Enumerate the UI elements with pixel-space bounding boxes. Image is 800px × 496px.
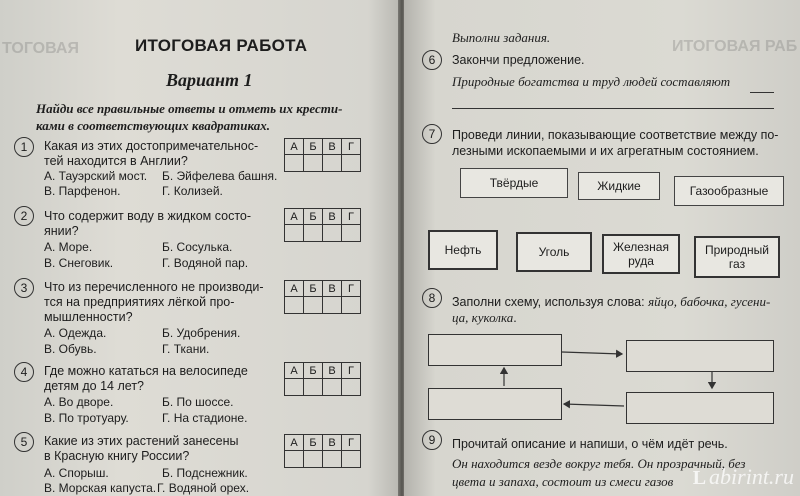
watermark-text: abirint.ru [709,464,794,489]
answer-cell[interactable] [342,155,361,172]
answer-cell[interactable] [304,451,323,468]
answer-cell[interactable] [323,155,342,172]
question-number-6: 6 [422,50,442,70]
option-2b: Б. Сосулька. [162,240,233,254]
scheme-arrows [404,0,800,496]
grid-letter-d: Г [342,435,361,451]
instruction-line-2: ками в соответствующих квадратиках. [36,118,270,133]
question-7-line-2: лезными ископаемыми и их агрегатным состоянием. [452,144,759,158]
grid-letter-b: Б [304,363,323,379]
grid-letter-a: А [285,435,304,451]
answer-grid-4 [284,362,361,396]
question-1-line-2: тей находится в Англии? [44,154,188,168]
instruction-line-1: Найди все правильные ответы и отметь их крести- [36,101,343,116]
question-number-5: 5 [14,432,34,452]
arrow-left [564,404,624,406]
bleed-through-text: ТОГОВАЯ [2,40,79,57]
option-1d: Г. Колизей. [162,184,223,198]
variant-heading: Вариант 1 [166,70,253,90]
option-4a: А. Во дворе. [44,395,114,409]
mineral-oil-box[interactable]: Нефть [428,230,498,270]
grid-letter-d: Г [342,281,361,297]
option-2a: А. Море. [44,240,93,254]
mineral-coal-box[interactable]: Уголь [516,232,592,272]
question-number-9: 9 [422,430,442,450]
state-gas-box[interactable]: Газообразные [674,176,784,206]
instructions-heading: Выполни задания. [452,30,551,45]
answer-cell[interactable] [323,379,342,396]
grid-letter-c: В [323,209,342,225]
state-solid-box[interactable]: Твёрдые [460,168,568,198]
question-6-text: Закончи предложение. [452,53,585,67]
question-9-text: Прочитай описание и напиши, о чём идёт речь. [452,437,728,451]
option-5c: В. Морская капуста. [44,481,157,495]
question-number-4: 4 [14,362,34,382]
question-5-line-1: Какие из этих растений занесены [44,434,239,448]
question-4-line-1: Где можно кататься на велосипеде [44,364,248,378]
question-2-line-2: янии? [44,224,79,238]
question-6-sentence: Природные богатства и труд людей составляют [452,74,731,89]
question-4-line-2: детям до 14 лет? [44,379,144,393]
option-1a: А. Тауэрский мост. [44,169,148,183]
option-3a: А. Одежда. [44,326,107,340]
question-2-line-1: Что содержит воду в жидком состо- [44,209,252,223]
grid-letter-a: А [285,139,304,155]
answer-cell[interactable] [323,451,342,468]
option-5d: Г. Водяной орех. [157,481,250,495]
question-number-7: 7 [422,124,442,144]
question-3-line-1: Что из перечисленного не производи- [44,280,264,294]
mineral-natural-gas-box[interactable]: Природный газ [694,236,780,278]
option-2c: В. Снеговик. [44,256,114,270]
answer-cell[interactable] [285,379,304,396]
answer-cell[interactable] [342,379,361,396]
grid-letter-c: В [323,139,342,155]
option-1b: Б. Эйфелева башня. [162,169,278,183]
option-4b: Б. По шоссе. [162,395,234,409]
grid-letter-b: Б [304,139,323,155]
option-2d: Г. Водяной пар. [162,256,249,270]
answer-cell[interactable] [285,451,304,468]
answer-cell[interactable] [285,297,304,314]
option-4d: Г. На стадионе. [162,411,248,425]
option-5b: Б. Подснежник. [162,466,248,480]
answer-cell[interactable] [342,225,361,242]
question-number-8: 8 [422,288,442,308]
option-4c: В. По тротуару. [44,411,129,425]
page-title: ИТОГОВАЯ РАБОТА [135,36,308,55]
question-3-line-2: тся на предприятиях лёгкой про- [44,295,235,309]
question-9-description-1: Он находится везде вокруг тебя. Он прозрачный, без [452,456,746,471]
grid-letter-a: А [285,209,304,225]
answer-cell[interactable] [323,297,342,314]
question-9-description-2: цвета и запаха, состоит из смеси газов [452,474,674,489]
question-8-text: Заполни схему, используя слова: [452,295,649,309]
answer-cell[interactable] [285,225,304,242]
answer-cell[interactable] [323,225,342,242]
arrow-right [562,352,622,354]
question-8-words-2: ца, куколка [452,310,514,325]
grid-letter-b: Б [304,209,323,225]
question-8-words-1: яйцо, бабочка, гусени- [648,294,771,309]
answer-grid-1 [284,138,361,172]
question-1-line-1: Какая из этих достопримечательнос- [44,139,259,153]
answer-grid-5 [284,434,361,468]
grid-letter-d: Г [342,363,361,379]
grid-letter-b: Б [304,281,323,297]
answer-cell[interactable] [342,451,361,468]
grid-letter-c: В [323,435,342,451]
option-3d: Г. Ткани. [162,342,210,356]
answer-cell[interactable] [304,155,323,172]
grid-letter-d: Г [342,139,361,155]
question-5-line-2: в Красную книгу России? [44,449,190,463]
answer-cell[interactable] [285,155,304,172]
grid-letter-a: А [285,363,304,379]
question-7-line-1: Проведи линии, показывающие соответствие между по- [452,128,779,142]
question-number-3: 3 [14,278,34,298]
answer-cell[interactable] [304,297,323,314]
mineral-iron-ore-box[interactable]: Железная руда [602,234,680,274]
watermark-logo: L [692,467,707,489]
grid-letter-b: Б [304,435,323,451]
answer-cell[interactable] [342,297,361,314]
option-3c: В. Обувь. [44,342,97,356]
watermark [693,464,794,490]
answer-grid-2 [284,208,361,242]
option-5a: А. Спорыш. [44,466,109,480]
state-liquid-box[interactable]: Жидкие [578,172,660,200]
answer-cell[interactable] [304,379,323,396]
grid-letter-d: Г [342,209,361,225]
grid-letter-c: В [323,363,342,379]
question-number-2: 2 [14,206,34,226]
question-8-period: . [513,311,517,325]
option-1c: В. Парфенон. [44,184,121,198]
grid-letter-a: А [285,281,304,297]
option-3b: Б. Удобрения. [162,326,241,340]
answer-grid-3 [284,280,361,314]
answer-cell[interactable] [304,225,323,242]
right-page [404,0,800,496]
question-3-line-3: мышленности? [44,310,133,324]
bleed-through-text: ИТОГОВАЯ РАБ [672,38,798,55]
grid-letter-c: В [323,281,342,297]
question-number-1: 1 [14,137,34,157]
